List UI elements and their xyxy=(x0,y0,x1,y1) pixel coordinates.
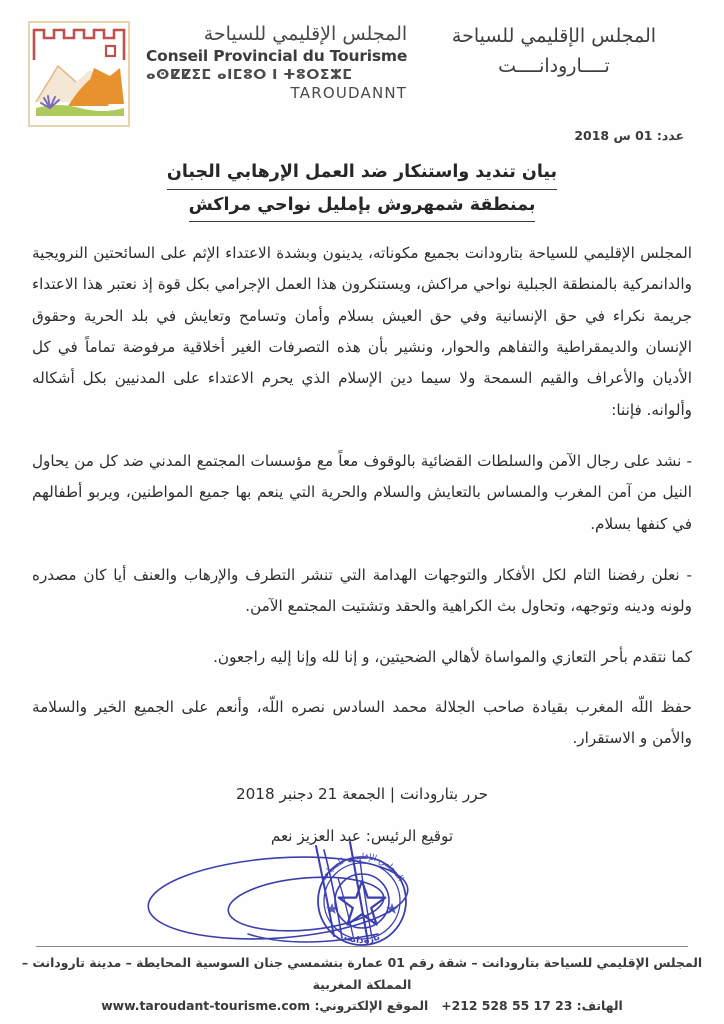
page-title xyxy=(0,157,724,222)
svg-text:تارودانت: تارودانت xyxy=(342,932,382,947)
footer-phone-value: +212 528 55 17 23 xyxy=(441,998,573,1014)
title-line-2: بمنطقة شمهروش بإمليل نواحي مراكش xyxy=(189,190,536,223)
organization-logo xyxy=(24,18,407,130)
footer-website-value[interactable]: www.taroudant-tourisme.com xyxy=(101,998,311,1014)
logo-text-group xyxy=(146,18,407,104)
logo-latin-name: TAROUDANNT xyxy=(290,84,408,103)
document-header xyxy=(0,0,724,150)
document-body xyxy=(32,238,692,754)
header-arabic-council-name: المجلس الإقليمي للسياحة xyxy=(451,25,657,47)
official-seal xyxy=(300,845,425,955)
svg-text:المجلس الإقليمي للسياحة: المجلس الإقليمي للسياحة xyxy=(318,851,406,884)
footer-contact xyxy=(0,995,724,1017)
header-arabic-titles xyxy=(424,22,684,81)
header-arabic-city-name: تــــارودانــــت xyxy=(498,54,610,77)
document-footer xyxy=(0,952,724,1017)
logo-french-name: Conseil Provincial du Tourisme xyxy=(146,46,408,65)
logo-tifinagh-name: ⴰⵙⵇⵇⵉⵎ ⴰⵏⵎⵓⵔ ⵏ ⵜⵓⵔⵉⵣⵎ xyxy=(146,66,353,83)
title-line-1: بيان تنديد واستنكار ضد العمل الإرهابي الجبان xyxy=(167,157,557,190)
reference-number: عدد: 01 س 2018 xyxy=(574,128,684,143)
footer-address: المجلس الإقليمي للسياحة بتارودانت – شقة رقم 01 عمارة بنشمسي جنان السوسية المحايطة – مدينة تارودانت – المملكة المغربية xyxy=(21,955,703,992)
footer-divider xyxy=(36,946,688,947)
logo-mark-icon xyxy=(24,18,136,130)
footer-website-label: الموقع الإلكتروني: xyxy=(314,998,429,1014)
body-paragraph: حفظ اللّه المغرب بقيادة صاحب الجلالة محمد السادس نصره اللّه، وأنعم على الجميع الخير والسلامة والأمن و الاستقرار. xyxy=(32,697,692,748)
signature-label: توقيع الرئيس: عبد العزيز نعم xyxy=(270,827,454,846)
body-paragraph: - نشد على رجال الآمن والسلطات القضائية بالوقوف معاً مع مؤسسات المجتمع المدني ضد كل من يحاول النيل من آمن المغرب والمساس بالتعايش والسلام والحرية التي ينعم بها جميع المواطنين، ويربو أطفالهم في كنفها بسلام. xyxy=(32,451,692,533)
footer-phone-label: الهاتف: xyxy=(576,998,623,1014)
body-paragraph: - نعلن رفضنا التام لكل الأفكار والتوجهات الهدامة التي تنشر التطرف والإرهاب والعنف أيا كان مصدره ولونه ودينه وتوجهه، وتحاول بث الكراهية والحقد وتشتيت المجتمع الآمن. xyxy=(32,565,692,616)
body-paragraph: كما نتقدم بأحر التعازي والمواساة لأهالي الضحيتين، و إنا لله وإنا إليه راجعون. xyxy=(213,648,692,667)
date-line: حرر بتارودانت | الجمعة 21 دجنبر 2018 xyxy=(235,785,488,803)
body-paragraph: المجلس الإقليمي للسياحة بتارودانت بجميع مكوناته، يدينون وبشدة الاعتداء الإثم على السائحتين النرويجية والدانمركية بالمنطقة الجبلية نواحي مراكش، ويستنكرون هذا العمل الإجرامي بكل قوة إذ نعتبر هذا الاعتداء جريمة نكراء في حق الإنسانية وفي حق العيش بسلام وأمان وتسامح وتعايش في بلد الحرية وحقوق الإنسان والديمقراطية والتفاهم والحوار، ونشير بأن هذه التصرفات الغير أخلاقية مرفوضة تماماً في كل الأديان والأعراف والقيم السمحة ولا سيما دين الإسلام الذي يحرم الاعتداء على المدنيين بكل أشكاله وألوانه. فإننا: xyxy=(32,244,692,419)
logo-arabic-name: المجلس الإقليمي للسياحة xyxy=(203,23,408,45)
